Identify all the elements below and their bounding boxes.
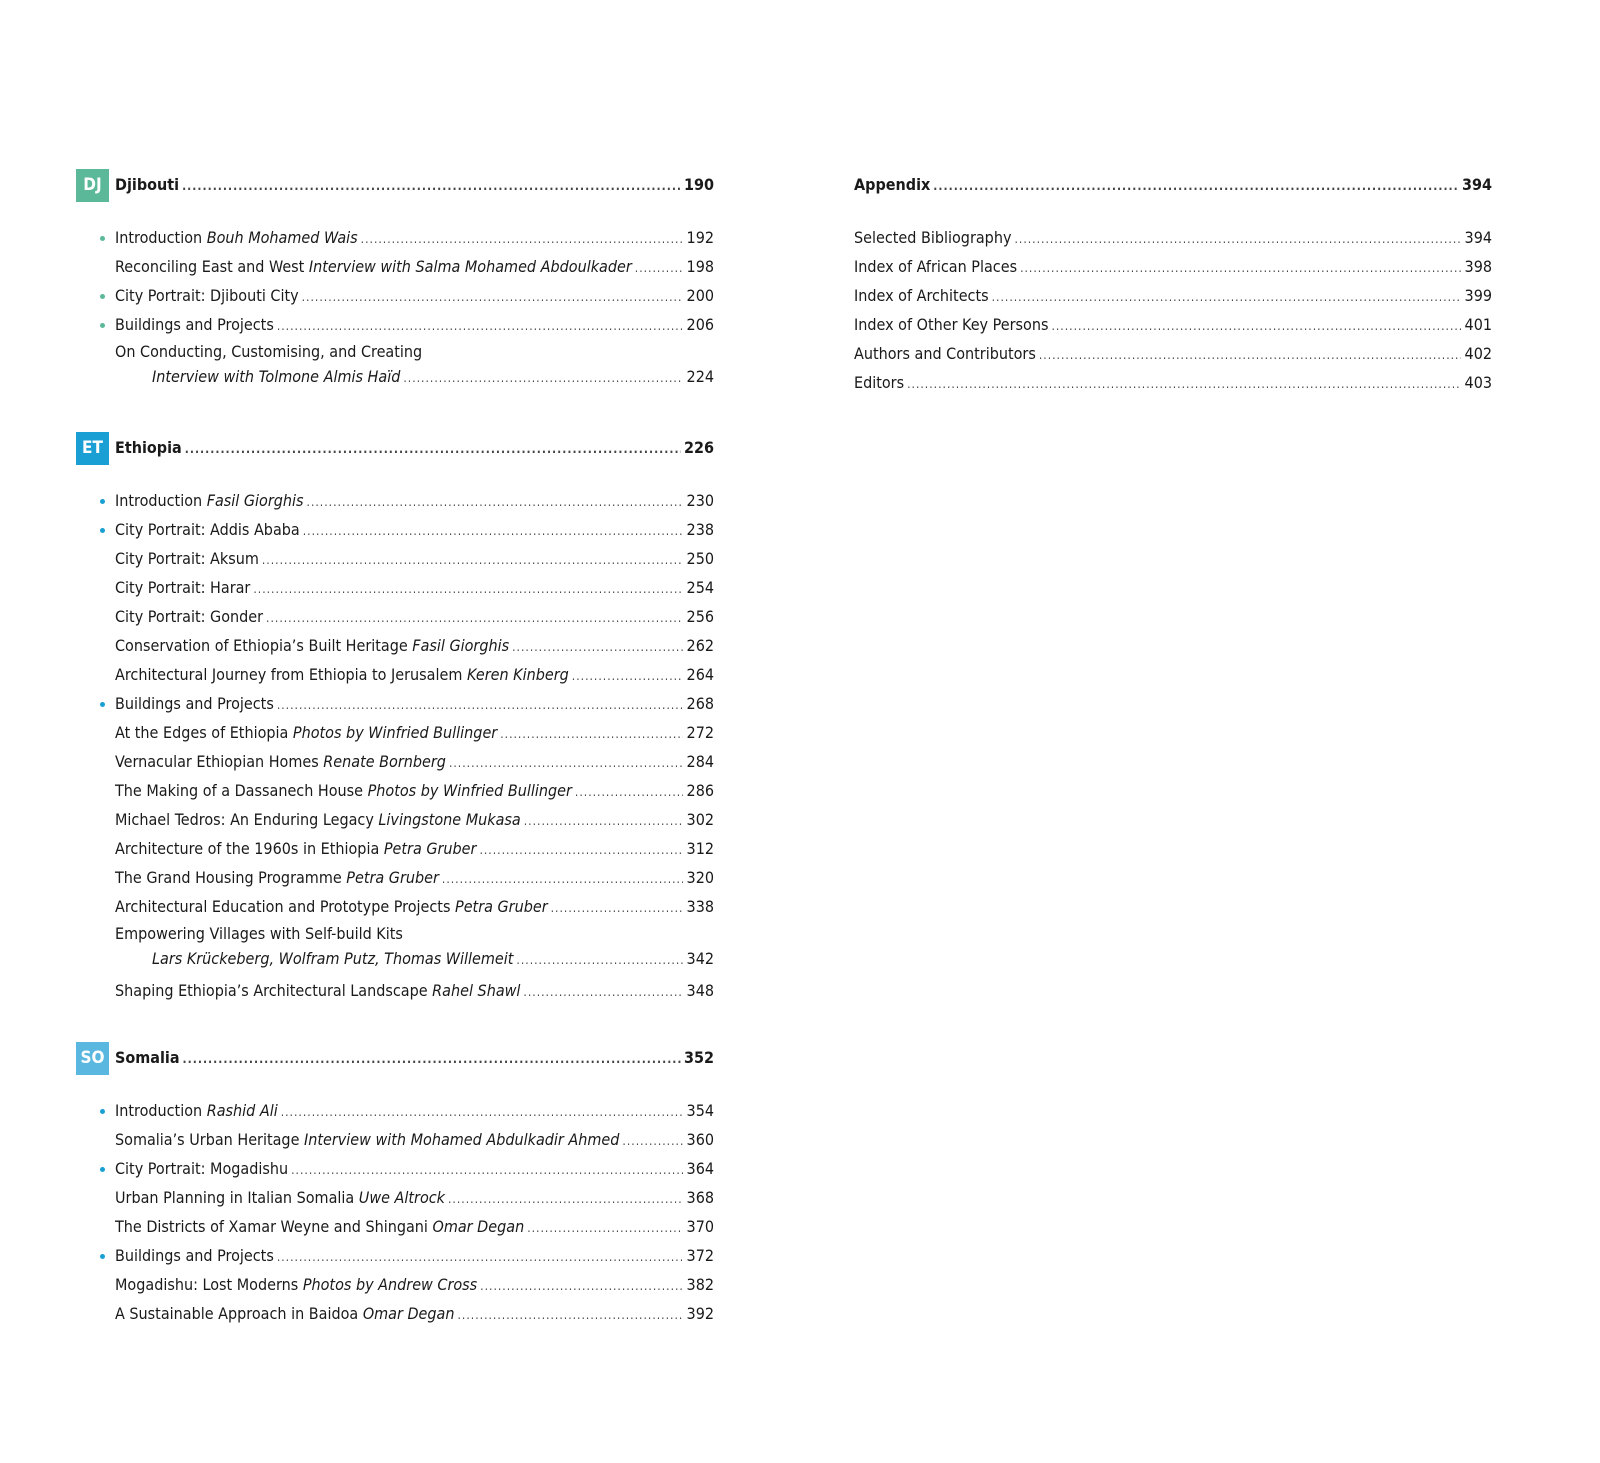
bullet-icon <box>100 702 105 707</box>
appendix-title: Appendix <box>854 175 931 194</box>
bullet-icon <box>100 1254 105 1259</box>
page-number: 224 <box>686 367 714 386</box>
section-somalia <box>76 1043 714 1328</box>
page-number: 401 <box>1464 315 1492 334</box>
dot-leader <box>575 778 683 807</box>
entry-author: Petra Gruber <box>455 897 548 916</box>
bullet-icon <box>100 528 105 533</box>
entry-author: Interview with Salma Mohamed Abdoulkader <box>308 257 632 276</box>
page-number: 360 <box>686 1130 714 1149</box>
dot-leader <box>551 894 683 923</box>
entry-title: Introduction <box>115 491 203 510</box>
toc-entry[interactable] <box>76 281 714 310</box>
dot-leader <box>523 978 683 1007</box>
dot-leader <box>182 171 681 201</box>
country-code-badge: DJ <box>76 169 109 202</box>
entry-title: Buildings and Projects <box>115 1246 274 1265</box>
page-number: 352 <box>683 1048 714 1067</box>
entry-title: City Portrait: Addis Ababa <box>115 520 300 539</box>
toc-entry[interactable] <box>76 631 714 660</box>
entry-title: City Portrait: Harar <box>115 578 251 597</box>
page-number: 338 <box>686 897 714 916</box>
toc-entry[interactable] <box>76 252 714 281</box>
page-number: 206 <box>686 315 714 334</box>
entry-author: Interview with Mohamed Abdulkadir Ahmed <box>304 1130 620 1149</box>
dot-leader <box>524 807 683 836</box>
entry-title: The Grand Housing Programme <box>115 868 342 887</box>
dot-leader <box>253 575 683 604</box>
toc-entry[interactable] <box>76 1183 714 1212</box>
toc-entry[interactable] <box>76 660 714 689</box>
entry-title: Selected Bibliography <box>854 228 1012 247</box>
entry-author: Fasil Giorghis <box>412 636 510 655</box>
bullet-icon <box>100 499 105 504</box>
entry-author: Uwe Altrock <box>358 1188 445 1207</box>
page-number: 368 <box>686 1188 714 1207</box>
dot-leader <box>442 865 683 894</box>
section-heading[interactable] <box>76 170 714 200</box>
toc-entry[interactable] <box>76 1241 714 1270</box>
dot-leader <box>277 1243 683 1272</box>
section-ethiopia <box>76 433 714 1005</box>
entry-author: Omar Degan <box>432 1217 525 1236</box>
page-number: 312 <box>686 839 714 858</box>
country-code-badge: ET <box>76 432 109 465</box>
dot-leader <box>291 1156 683 1185</box>
dot-leader <box>183 1044 681 1074</box>
section-heading[interactable] <box>76 433 714 463</box>
entry-title: The Districts of Xamar Weyne and Shingani <box>115 1217 428 1236</box>
bullet-icon <box>100 1167 105 1172</box>
entry-author: Photos by Winfried Bullinger <box>292 723 498 742</box>
dot-leader <box>449 749 683 778</box>
entry-title: Editors <box>854 373 905 392</box>
page-number: 399 <box>1464 286 1492 305</box>
bullet-icon <box>100 1109 105 1114</box>
toc-entry[interactable] <box>76 863 714 892</box>
page-number: 320 <box>686 868 714 887</box>
page-number: 402 <box>1464 344 1492 363</box>
entry-author: Bouh Mohamed Wais <box>206 228 358 247</box>
dot-leader <box>907 370 1461 399</box>
page-number: 192 <box>686 228 714 247</box>
entry-title: Index of African Places <box>854 257 1018 276</box>
dot-leader <box>403 366 683 390</box>
page-number: 302 <box>686 810 714 829</box>
dot-leader <box>1051 312 1461 341</box>
page-number: 394 <box>1461 175 1492 194</box>
appendix-entry[interactable] <box>854 223 1492 252</box>
toc-entry[interactable] <box>76 486 714 515</box>
appendix-entry[interactable] <box>854 281 1492 310</box>
toc-entry[interactable] <box>76 1096 714 1125</box>
page-number: 364 <box>686 1159 714 1178</box>
entry-title: Michael Tedros: An Enduring Legacy <box>115 810 374 829</box>
page-number: 262 <box>686 636 714 655</box>
toc-entry[interactable] <box>76 921 714 971</box>
entry-title: A Sustainable Approach in Baidoa <box>115 1304 359 1323</box>
section-title: Djibouti <box>115 175 180 194</box>
page-number: 348 <box>686 981 714 1000</box>
dot-leader <box>302 283 683 312</box>
page-number: 370 <box>686 1217 714 1236</box>
entry-author: Petra Gruber <box>346 868 439 887</box>
page-number: 394 <box>1464 228 1492 247</box>
appendix-entry[interactable] <box>854 252 1492 281</box>
dot-leader <box>500 720 683 749</box>
entry-author: Fasil Giorghis <box>206 491 304 510</box>
entry-title: Shaping Ethiopia’s Architectural Landscape <box>115 981 428 1000</box>
dot-leader <box>992 283 1461 312</box>
dot-leader <box>266 604 683 633</box>
appendix-heading[interactable] <box>854 170 1492 200</box>
entry-title: Architectural Education and Prototype Projects <box>115 897 451 916</box>
dot-leader <box>1014 225 1461 254</box>
dot-leader <box>572 662 683 691</box>
section-djibouti <box>76 170 714 394</box>
page-number: 250 <box>686 549 714 568</box>
toc-entry[interactable] <box>76 1154 714 1183</box>
dot-leader <box>1039 341 1461 370</box>
toc-entry[interactable] <box>76 515 714 544</box>
entry-author: Renate Bornberg <box>323 752 446 771</box>
toc-entry[interactable] <box>76 223 714 252</box>
dot-leader <box>512 633 683 662</box>
entry-title: Reconciling East and West <box>115 257 305 276</box>
page-number: 286 <box>686 781 714 800</box>
toc-entry[interactable] <box>76 976 714 1005</box>
page-number: 284 <box>686 752 714 771</box>
toc-appendix-column <box>854 170 1492 397</box>
entry-title: City Portrait: Gonder <box>115 607 264 626</box>
page-number: 398 <box>1464 257 1492 276</box>
toc-entry[interactable] <box>76 1212 714 1241</box>
dot-leader <box>1020 254 1461 283</box>
toc-entry[interactable] <box>76 1125 714 1154</box>
toc-entry[interactable] <box>76 892 714 921</box>
page-number: 254 <box>686 578 714 597</box>
dot-leader <box>479 836 683 865</box>
page-number: 226 <box>683 438 714 457</box>
toc-entry[interactable] <box>76 1299 714 1328</box>
page-number: 392 <box>686 1304 714 1323</box>
entry-author: Rashid Ali <box>206 1101 278 1120</box>
toc-entry[interactable] <box>76 573 714 602</box>
entry-title: City Portrait: Djibouti City <box>115 286 299 305</box>
page-number: 256 <box>686 607 714 626</box>
bullet-icon <box>100 236 105 241</box>
entry-title: Introduction <box>115 228 203 247</box>
toc-entry[interactable] <box>76 834 714 863</box>
page-number: 200 <box>686 286 714 305</box>
entry-title: On Conducting, Customising, and Creating <box>115 342 423 361</box>
entry-title: Empowering Villages with Self-build Kits <box>115 924 403 943</box>
dot-leader <box>262 546 683 575</box>
entry-title: The Making of a Dassanech House <box>115 781 364 800</box>
toc-entry[interactable] <box>76 339 714 389</box>
page-number: 268 <box>686 694 714 713</box>
section-heading[interactable] <box>76 1043 714 1073</box>
dot-leader <box>622 1127 683 1156</box>
page-number: 198 <box>686 257 714 276</box>
section-title: Somalia <box>115 1048 180 1067</box>
page-number: 354 <box>686 1101 714 1120</box>
page-number: 272 <box>686 723 714 742</box>
dot-leader <box>458 1301 684 1330</box>
entry-title: Buildings and Projects <box>115 694 274 713</box>
appendix-entry[interactable] <box>854 368 1492 397</box>
entry-title: Architecture of the 1960s in Ethiopia <box>115 839 380 858</box>
page-number: 238 <box>686 520 714 539</box>
entry-title: Somalia’s Urban Heritage <box>115 1130 300 1149</box>
page-number: 403 <box>1464 373 1492 392</box>
entry-title: City Portrait: Mogadishu <box>115 1159 289 1178</box>
entry-author: Photos by Andrew Cross <box>302 1275 478 1294</box>
bullet-icon <box>100 294 105 299</box>
toc-entry[interactable] <box>76 1270 714 1299</box>
page-number: 190 <box>683 175 714 194</box>
entry-title: Urban Planning in Italian Somalia <box>115 1188 355 1207</box>
entry-author: Photos by Winfried Bullinger <box>367 781 572 800</box>
page-number: 264 <box>686 665 714 684</box>
entry-author: Rahel Shawl <box>432 981 521 1000</box>
dot-leader <box>185 434 681 464</box>
entry-title: City Portrait: Aksum <box>115 549 259 568</box>
entry-title: Introduction <box>115 1101 203 1120</box>
entry-title: Buildings and Projects <box>115 315 274 334</box>
page-number: 230 <box>686 491 714 510</box>
entry-author: Keren Kinberg <box>466 665 569 684</box>
toc-entry[interactable] <box>76 310 714 339</box>
toc-entry[interactable] <box>76 718 714 747</box>
dot-leader <box>448 1185 683 1214</box>
dot-leader <box>281 1098 683 1127</box>
entry-author: Interview with Tolmone Almis Haïd <box>152 367 401 386</box>
entry-title: Index of Architects <box>854 286 989 305</box>
entry-title: Index of Other Key Persons <box>854 315 1049 334</box>
entry-title: Vernacular Ethiopian Homes <box>115 752 319 771</box>
page-number: 382 <box>686 1275 714 1294</box>
appendix-entry[interactable] <box>854 339 1492 368</box>
dot-leader <box>635 254 683 283</box>
entry-author: Omar Degan <box>362 1304 455 1323</box>
toc-entry[interactable] <box>76 689 714 718</box>
page-number: 372 <box>686 1246 714 1265</box>
dot-leader <box>527 1214 683 1243</box>
dot-leader <box>516 948 683 972</box>
entry-title: Authors and Contributors <box>854 344 1036 363</box>
dot-leader <box>361 225 683 254</box>
toc-entry[interactable] <box>76 776 714 805</box>
bullet-icon <box>100 323 105 328</box>
entry-title: Conservation of Ethiopia’s Built Heritage <box>115 636 408 655</box>
entry-author: Livingstone Mukasa <box>378 810 521 829</box>
entry-title: Architectural Journey from Ethiopia to Jerusalem <box>115 665 463 684</box>
entry-title: Mogadishu: Lost Moderns <box>115 1275 299 1294</box>
toc-entry[interactable] <box>76 747 714 776</box>
toc-entry[interactable] <box>76 805 714 834</box>
toc-entry[interactable] <box>76 544 714 573</box>
dot-leader <box>933 171 1459 201</box>
appendix-entry[interactable] <box>854 310 1492 339</box>
dot-leader <box>480 1272 683 1301</box>
entry-author: Petra Gruber <box>383 839 477 858</box>
dot-leader <box>277 312 683 341</box>
country-code-badge: SO <box>76 1042 109 1075</box>
dot-leader <box>303 517 683 546</box>
toc-entry[interactable] <box>76 602 714 631</box>
entry-title: At the Edges of Ethiopia <box>115 723 289 742</box>
dot-leader <box>277 691 683 720</box>
page-number: 342 <box>686 949 714 968</box>
entry-author: Lars Krückeberg, Wolfram Putz, Thomas Willemeit <box>152 949 514 968</box>
dot-leader <box>307 488 683 517</box>
section-title: Ethiopia <box>115 438 182 457</box>
